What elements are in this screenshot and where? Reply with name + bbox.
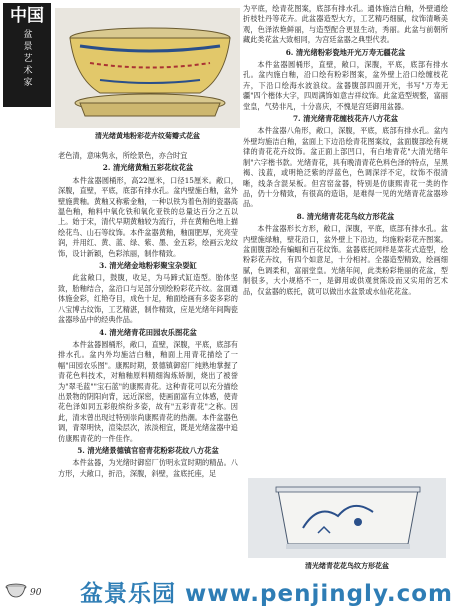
paragraph: 本件盆器圆桶形，直壁，敞口，深腹，平底，底部有排水孔。盆内施白釉，沿口绘有粉彩图案，盆外壁上沿口绘缠枝花卉，下沿口绘海水波浪纹。盆器腹部四面开光，书写"万寿无疆"四个楷体大字，四周满饰如意吉祥纹饰。此盆造型规整，富丽堂皇，气势非凡，十分喜庆，不愧是宫廷御用盆器。: [243, 60, 448, 111]
paragraph: 此盆敞口，鼓腹，收足，为马蹄式缸造型。胎体坚致，胎釉结合，盆沿口与足部分别绘粉彩花卉纹。盆面通体施金彩，红艳夺目，成色十足，釉面绘画有多姿多彩的八宝博古纹饰，工艺精湛，制作精致，应是光绪年间陶瓷盆器珍品中的经典作品。: [58, 273, 238, 325]
caption-bottom-right: 清光绪青花花鸟纹方形花盆: [305, 561, 389, 570]
section-heading: 6. 清光绪粉彩瓷地开光万寿无疆花盆: [285, 47, 406, 57]
square-pot-illustration: [248, 478, 446, 558]
masthead-vertical-title: 盆景艺术家: [21, 29, 32, 89]
section-heading: 3. 清光绪金地粉彩聚宝杂耍缸: [99, 261, 197, 271]
flowerpot-photo-square: [248, 478, 446, 558]
right-text-column: [243, 4, 448, 297]
left-text-column: [58, 151, 238, 479]
paragraph: 本件盆器圆桶形，敞口，直壁，深腹，平底，底部有排水孔。盆内外均施洁白釉，釉面上用青花描绘了一幅"田园农乐图"。康熙时期，景德镇御窑厂纯熟地掌握了青花色料技术，对釉釉原料精细淘炼矫制，烧出了被誉为"翠毛蓝""宝石蓝"的康熙青花。这种青花可以充分描绘出景物的阴阳向背，远近深密，使画面富有立体感，使青花色泽如同五彩般缤纷多姿，故有"五彩青花"之称。因此，清末曾出现过特别崇尚康熙青花的热潮。本件盆器色调，青翠明快，渲染层次，浓淡相宜，既是光绪盆器中追仿康熙青花的一件佳作。: [58, 339, 238, 443]
masthead-big-title: 中国: [10, 6, 44, 26]
section-heading: 5. 清光绪景德镇官窑青花粉彩花纹八方花盆: [77, 445, 219, 455]
flowerpot-photo-chrysanthemum: [55, 8, 240, 128]
section-heading: 2. 清光绪黄釉五彩花纹花盆: [102, 163, 194, 173]
paragraph: 本件盆器，为光绪时御窑厂仿明永宣时期的精品。八方形，大敞口，折沿，深腹，斜壁，盆底托座，足: [58, 458, 238, 478]
paragraph: 老色清，意味隽永，所绘景色，亦合时宜: [58, 151, 188, 160]
paragraph: 本件盆器圆桶形，高22厘米，口径15厘米。敞口，深腹，直壁，平底，底部有排水孔。盆内壁施白釉，盆外壁施黄釉。黄釉又称紫金釉，一种以铁为着色剂的瓷器高温色釉，釉料中氧化铁和氧化亚铁的总量达百分之五以上。始于宋，清代早期黄釉较为流行，并在黄釉色地上描绘花鸟、山石等纹饰。本件盆器黄釉，釉面肥厚，光亮莹润，并用红、黄、蓝、绿、紫、墨、金五彩，绘画云龙纹饰，设计新颖，色彩浓丽，制作精致。: [58, 175, 238, 258]
caption-top-left: 清光绪黄地粉彩花卉纹菊瓣式花盆: [95, 131, 200, 140]
section-heading: 7. 清光绪青花缠枝花卉八方花盆: [292, 114, 399, 124]
paragraph: 本件盆器形长方形，敞口，深腹，平底，底部有排水孔。盆内壁施绿釉，壁花沿口，盆外壁上下沿边，均施粉彩花卉图案。盆面腹部绘有蝙蝠和百花纹饰。盆器底托同样是菜花式造型，绘粉彩花卉纹，有四个如意足，十分相衬。全器造型精致，绘画细腻，色调柔和，富丽堂皇。光绪年间，此类粉彩艳丽的花盆，型制很多，大小规格不一，是御用或供观赏陈设而又实用的艺术品，仅盆器的底托，就可以做出水盆景或水仙花花盆。: [243, 224, 448, 296]
bonsai-pot-icon: [4, 578, 28, 602]
section-heading: 4. 清光绪青花田园农乐图花盆: [99, 327, 197, 337]
watermark: 盆景乐园 www.penjingly.com: [80, 581, 453, 607]
masthead: [3, 3, 51, 107]
paragraph: 本件盆器八角形，敞口，深腹，平底，底部有排水孔。盆内外壁均施洁白釉，盆面上下边沿绘青花图案纹，盆面腹部绘有规律的青花花卉纹饰。盆正面上部凹口，有白地青花"大清光绪年制"六字楷书款。光绪青花，具有晚清青花色料色泽的特点，呈黑褐、浅蓝，或明艳泛紫的浮蓝色，色调深浮不定，纹饰不很清晰，线条含混呆板。但宫窑盆器，特别是仿康熙青花一类的作品，仍十分精致，有很高的造诣，是难得一见的光绪青花盆器珍品。: [243, 126, 448, 209]
section-heading: 8. 清光绪青花花鸟纹方形花盆: [296, 211, 395, 221]
page-number: 90: [30, 588, 42, 598]
chrysanthemum-pot-illustration: [55, 8, 240, 128]
paragraph: 为平底，绘青花图案，底部有排水孔。通体施洁白釉，外壁通绘折枝牡丹等花卉。此盆器造型大方，工艺精巧细腻，纹饰清晰美观，色泽浓艳鲜丽，与造型配合更显生动，秀丽。此盆与前朝所藏此类花盆大致相同，为宫廷盆器之典型代表。: [243, 4, 448, 45]
